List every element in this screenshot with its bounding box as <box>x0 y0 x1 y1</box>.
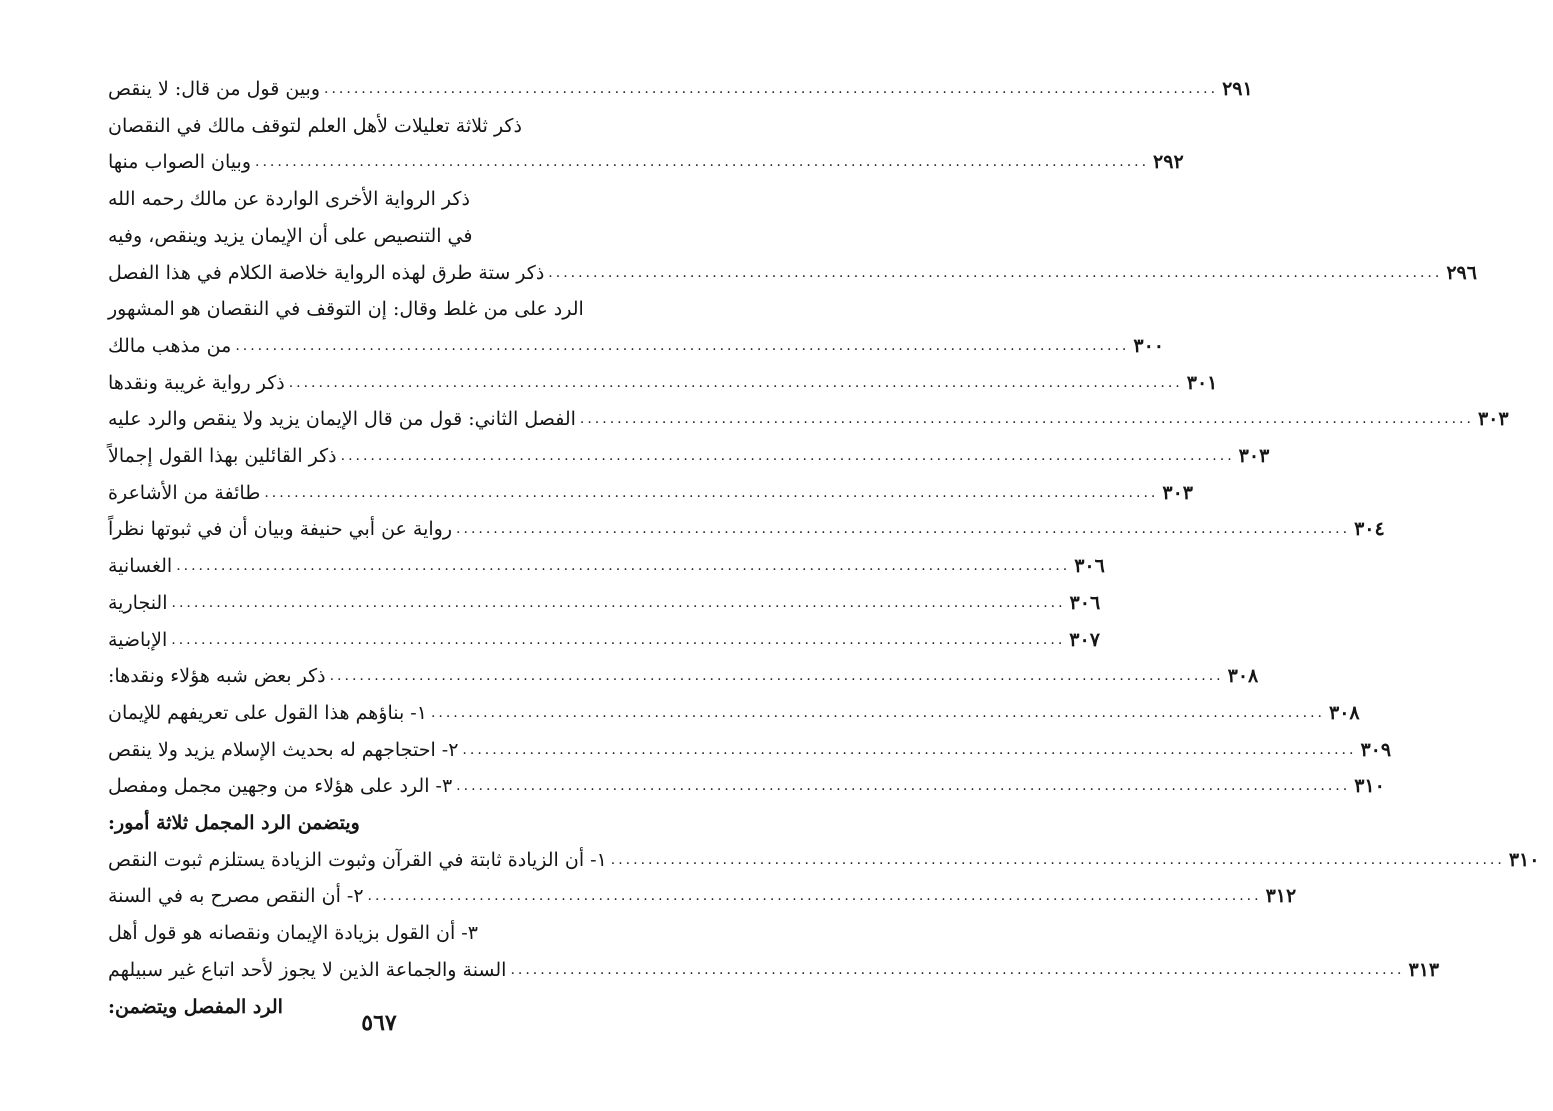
toc-entry-title: ٣- الرد على هؤلاء من وجهين مجمل ومفصل <box>108 775 453 798</box>
toc-entry-title: النجارية <box>108 591 168 614</box>
toc-entry-page: ٢٩٢ <box>1153 151 1184 174</box>
toc-entry <box>108 182 665 216</box>
toc-entry-title: وبيان الصواب منها <box>108 151 252 174</box>
leader-dots: ........................................................................................................................ <box>176 558 1071 575</box>
toc-entry-page: ٢٩١ <box>1222 78 1253 100</box>
toc-entry-title: ذكر القائلين بهذا القول إجمالاً <box>108 445 337 467</box>
toc-entry-title: ذكر بعض شبه هؤلاء ونقدها: <box>108 665 326 688</box>
leader-dots: ........................................................................................................................ <box>255 154 1150 171</box>
leader-dots: ........................................................................................................................ <box>171 631 1066 648</box>
toc-entry-page: ٣٠٩ <box>1360 738 1392 761</box>
toc-entry <box>108 512 1385 546</box>
toc-entry-title: ١- أن الزيادة ثابتة في القرآن وثبوت الزيادة يستلزم ثبوت النقص <box>108 848 607 871</box>
toc-entry <box>108 219 638 253</box>
leader-dots: ........................................................................................................................ <box>324 81 1219 97</box>
toc-entry <box>108 879 1297 913</box>
toc-entry <box>108 586 1101 620</box>
toc-entry <box>108 145 1184 179</box>
toc-entry <box>108 953 1440 987</box>
toc-entry-title: الإباضية <box>108 628 168 651</box>
leader-dots: ........................................................................................................................ <box>579 411 1474 428</box>
toc-entry-title: ٢- أن النقص مصرح به في السنة <box>108 885 364 908</box>
toc-entry <box>108 402 1509 436</box>
leader-dots: ........................................................................................................................ <box>462 741 1357 758</box>
toc-entry <box>108 366 1218 400</box>
toc-entry <box>108 916 665 950</box>
leader-dots: ........................................................................................................................ <box>171 594 1066 611</box>
toc-entry <box>108 806 665 840</box>
toc-entry <box>108 439 1270 473</box>
toc-entry <box>108 109 665 143</box>
toc-entry <box>108 256 1477 290</box>
toc-entry-page: ٣١٣ <box>1408 958 1440 981</box>
leader-dots: ........................................................................................................................ <box>430 704 1325 721</box>
leader-dots: ........................................................................................................................ <box>610 851 1505 868</box>
toc-entry <box>108 329 1164 363</box>
toc-entry-title: ذكر الرواية الأخرى الواردة عن مالك رحمه الله <box>108 188 470 211</box>
toc-entry-page: ٣٠١ <box>1186 371 1218 394</box>
toc-entry-page: ٣٠٤ <box>1354 518 1385 541</box>
toc-entry <box>108 623 1100 657</box>
leader-dots: ........................................................................................................................ <box>510 961 1405 978</box>
toc-entry-title: الفصل الثاني: قول من قال الإيمان يزيد ولا ينقص والرد عليه <box>108 408 576 431</box>
page-number: ٥٦٧ <box>361 1010 397 1036</box>
toc-entry-page: ٣٠٠ <box>1133 334 1164 357</box>
toc-entry-page: ٣٠٧ <box>1069 628 1100 651</box>
toc-entry-page: ٣٠٣ <box>1238 445 1270 467</box>
toc-entry-page: ٣٠٣ <box>1162 481 1193 504</box>
leader-dots: ........................................................................................................................ <box>367 888 1262 905</box>
toc-entry-title: الرد على من غلط وقال: إن التوقف في النقصان هو المشهور <box>108 298 584 321</box>
leader-dots: ........................................................................................................................ <box>264 484 1159 501</box>
toc-entry <box>108 292 665 326</box>
toc-entry-title: في التنصيص على أن الإيمان يزيد وينقص، وفيه <box>108 224 473 247</box>
toc-entry <box>108 769 1385 803</box>
leader-dots: ........................................................................................................................ <box>288 374 1183 391</box>
toc-entry-title: رواية عن أبي حنيفة وبيان أن في ثبوتها نظراً <box>108 518 453 541</box>
leader-dots: ........................................................................................................................ <box>235 337 1130 354</box>
toc-entry <box>108 476 1193 510</box>
toc-entry-title: طائفة من الأشاعرة <box>108 481 261 504</box>
toc-entry-title: ذكر ستة طرق لهذه الرواية خلاصة الكلام في هذا الفصل <box>108 261 545 284</box>
toc-entry-page: ٣١٠ <box>1354 775 1385 798</box>
toc-entry-title: ويتضمن الرد المجمل ثلاثة أمور: <box>108 812 360 834</box>
toc-entry-title: من مذهب مالك <box>108 334 232 357</box>
toc-entry <box>108 659 1259 693</box>
toc-entry-page: ٣٠٨ <box>1227 665 1259 688</box>
toc-entry-page: ٣٠٦ <box>1069 591 1101 614</box>
toc-entry-title: وبين قول من قال: لا ينقص <box>108 78 321 100</box>
toc-entry <box>108 72 1253 106</box>
toc-entry-page: ٣١٠ <box>1508 848 1540 871</box>
leader-dots: ........................................................................................................................ <box>340 448 1235 464</box>
toc-entry-title: السنة والجماعة الذين لا يجوز لأحد اتباع غير سبيلهم <box>108 958 507 981</box>
toc-entry <box>108 549 1105 583</box>
toc-entry-title: ذكر رواية غريبة ونقدها <box>108 371 285 394</box>
toc-entry-page: ٣٠٣ <box>1477 408 1509 431</box>
toc-entry-page: ٣٠٦ <box>1074 555 1105 578</box>
leader-dots: ........................................................................................................................ <box>456 778 1351 795</box>
leader-dots: ........................................................................................................................ <box>329 668 1224 685</box>
toc-entry-page: ٢٩٦ <box>1446 261 1477 284</box>
toc-entry <box>108 696 1360 730</box>
leader-dots: ........................................................................................................................ <box>456 521 1351 538</box>
toc-entry <box>108 843 1540 877</box>
toc-entry-title: ذكر ثلاثة تعليلات لأهل العلم لتوقف مالك في النقصان <box>108 114 522 137</box>
toc-entry-title: ١- بناؤهم هذا القول على تعريفهم للإيمان <box>108 701 427 724</box>
toc-entry-title: ٢- احتجاجهم له بحديث الإسلام يزيد ولا ينقص <box>108 738 459 761</box>
leader-dots: ........................................................................................................................ <box>548 264 1443 281</box>
toc-entry-page: ٣١٢ <box>1265 885 1297 908</box>
toc-entry-title: الرد المفصل ويتضمن: <box>108 995 283 1018</box>
toc-entry <box>108 733 1392 767</box>
toc-entry-page: ٣٠٨ <box>1328 701 1360 724</box>
toc-entry-title: ٣- أن القول بزيادة الإيمان ونقصانه هو قول أهل <box>108 922 478 945</box>
toc-entry-title: الغسانية <box>108 555 173 578</box>
